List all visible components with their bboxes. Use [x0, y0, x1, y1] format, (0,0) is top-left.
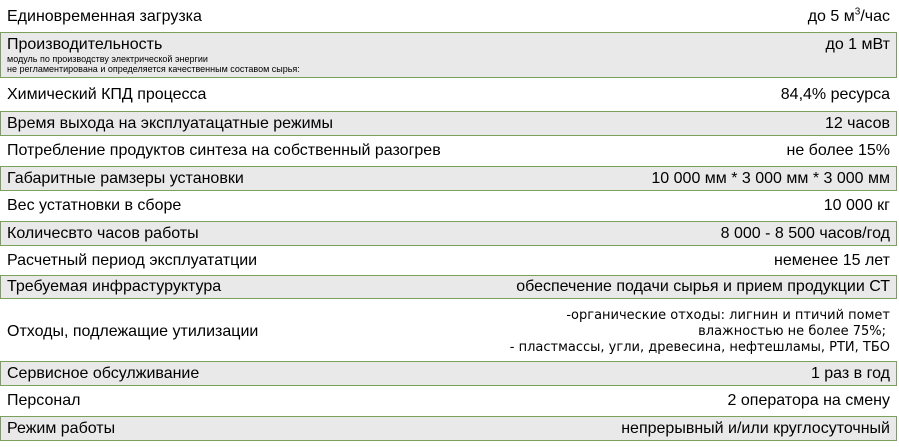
spec-label: Режим работы	[7, 419, 116, 437]
spec-value: 2 оператора на смену	[727, 391, 890, 409]
spec-note: модуль по производству электрической энергии	[7, 54, 208, 64]
spec-label: Требуемая инфрастуруктура	[7, 278, 222, 295]
spec-value-main: до 5 м	[807, 7, 855, 25]
spec-value-line: -органические отходы: лигнин и птичий помет	[566, 307, 890, 323]
spec-label-block	[7, 36, 300, 74]
spec-row-service-life	[0, 249, 897, 272]
spec-row-infrastructure	[0, 275, 897, 299]
spec-label: Потребление продуктов синтеза на собственный разогрев	[7, 142, 441, 159]
spec-label: Отходы, подлежащие утилизации	[7, 322, 259, 340]
spec-value: неменее 15 лет	[774, 251, 890, 269]
spec-value-list	[510, 308, 890, 356]
spec-note: не регламентирована и определяется качественным составом сырья:	[7, 64, 300, 74]
spec-label: Сервисное обсулживание	[7, 364, 200, 382]
spec-label: Количесвто часов работы	[7, 224, 199, 242]
spec-label: Единовременная загрузка	[7, 7, 202, 25]
spec-row-dimensions	[0, 166, 897, 191]
spec-value: непрерывный и/или круглосуточный	[621, 419, 890, 437]
spec-row-weight	[0, 194, 897, 218]
spec-value: 84,4% ресурса	[780, 86, 890, 103]
spec-value: до 1 мВт	[825, 36, 890, 53]
spec-label: Габаритные рамзеры установки	[7, 169, 244, 187]
spec-row-personnel	[0, 389, 897, 412]
spec-value: 10 000 кг	[823, 197, 890, 214]
spec-row-self-heating	[0, 139, 897, 163]
spec-row-single-load	[0, 5, 897, 28]
spec-label: Персонал	[7, 391, 81, 409]
spec-label: Химический КПД процесса	[7, 86, 207, 103]
spec-row-operating-hours	[0, 221, 897, 246]
spec-label: Вес устатновки в сборе	[7, 197, 182, 214]
spec-value: 10 000 мм * 3 000 мм * 3 000 мм	[651, 169, 890, 187]
spec-value: 1 раз в год	[810, 364, 890, 382]
spec-value-exponent: 3	[854, 6, 861, 18]
spec-value: обеспечение подачи сырья и прием продукции СТ	[516, 278, 890, 295]
spec-value: 8 000 - 8 500 часов/год	[720, 224, 890, 242]
spec-row-waste	[0, 305, 897, 358]
spec-value: 12 часов	[824, 114, 890, 132]
spec-label: Производительность	[7, 36, 163, 53]
spec-value-line: влажностью не более 75%;	[698, 323, 886, 339]
spec-row-maintenance	[0, 361, 897, 386]
spec-row-startup-time	[0, 111, 897, 136]
spec-value: не более 15%	[786, 142, 890, 159]
spec-row-productivity	[0, 32, 897, 78]
spec-label: Время выхода на эксплуатацатные режимы	[7, 114, 334, 132]
spec-row-chemical-efficiency	[0, 83, 897, 107]
spec-value-unit: /час	[860, 7, 890, 25]
spec-value-line: - пластмассы, угли, древесина, нефтешламы, РТИ, ТБО	[509, 339, 890, 355]
spec-value	[808, 8, 890, 26]
spec-row-operating-mode	[0, 416, 897, 441]
spec-label: Расчетный период эксплуататции	[7, 251, 258, 269]
